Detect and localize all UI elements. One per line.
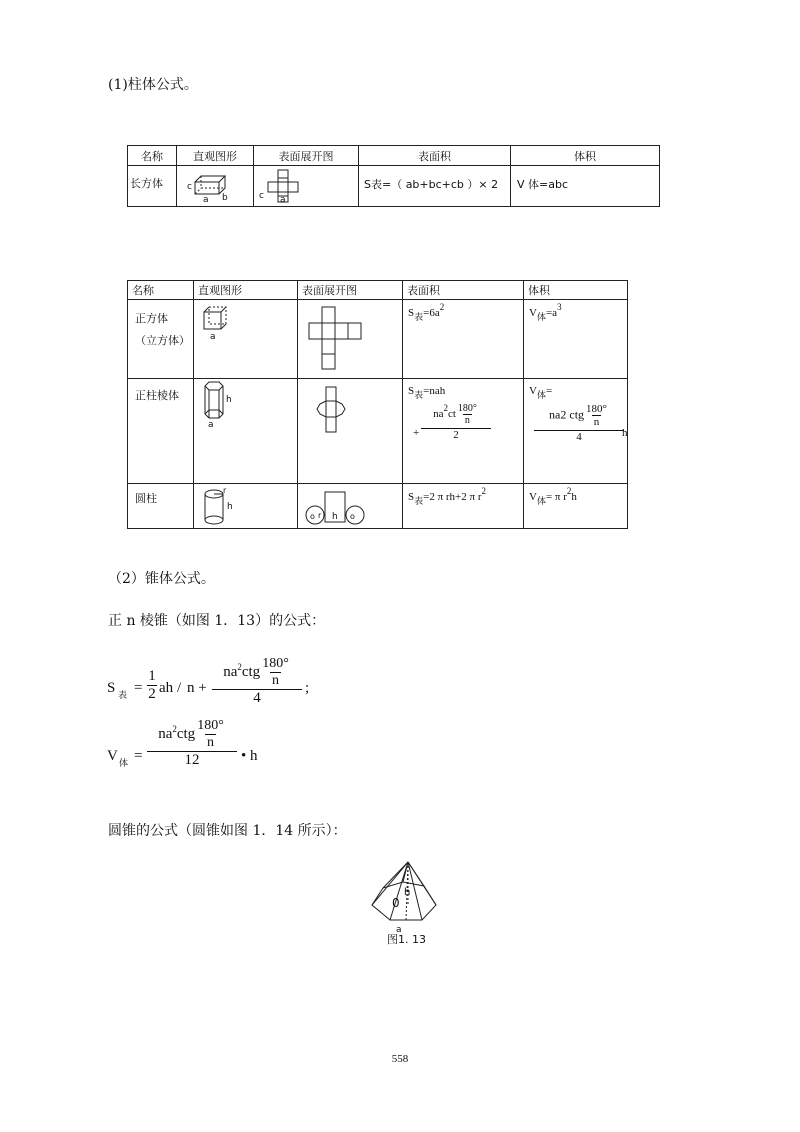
- numerator-term: na2 ctg: [549, 407, 585, 422]
- subscript: 体: [536, 312, 546, 322]
- subscript: 表: [414, 496, 424, 506]
- table-cell: [359, 166, 511, 207]
- slash: /: [177, 680, 182, 696]
- table-cell: [298, 484, 403, 529]
- prism-table: [127, 280, 628, 529]
- table-header: 直观图形: [194, 281, 298, 300]
- page-number: 558: [391, 1053, 409, 1065]
- symbol-S: S: [408, 307, 415, 319]
- net-label-r: r: [318, 511, 322, 520]
- table-header: 名称: [128, 146, 177, 166]
- cylinder-volume: [524, 484, 627, 506]
- term-ah: ah: [159, 680, 174, 696]
- table-header: 表面展开图: [298, 281, 403, 300]
- cube-label-a: a: [210, 332, 216, 342]
- formula-volume: [107, 718, 407, 778]
- cylinder-label-r: r: [223, 486, 227, 495]
- prism-volume: [524, 379, 627, 483]
- inner-numerator: 180°: [586, 403, 607, 415]
- table-header: 表面积: [403, 281, 524, 300]
- net-label-o2: o: [350, 512, 355, 521]
- cube-net-figure: [298, 300, 402, 378]
- denominator: 4: [534, 430, 624, 443]
- symbol-S: S: [408, 491, 415, 503]
- inner-denominator: n: [464, 415, 470, 426]
- table-cell: [298, 379, 403, 484]
- figure-caption: 图1. 13: [387, 933, 426, 946]
- table-cell: [194, 300, 298, 379]
- numerator-term: na: [158, 725, 173, 742]
- prism-area: [403, 379, 523, 483]
- net-label-o1: o: [310, 512, 315, 521]
- inner-denominator: n: [593, 416, 600, 428]
- cylinder-area: [403, 484, 523, 506]
- table-cell: [524, 300, 628, 379]
- table-header: 表面积: [359, 146, 511, 166]
- semicolon: ;: [305, 680, 310, 696]
- height-term: • h: [241, 748, 258, 764]
- table-cell: [403, 300, 524, 379]
- expression: = π r: [545, 491, 567, 503]
- cuboid-table: [127, 145, 660, 207]
- table-cell: [128, 379, 194, 484]
- table-header: 名称: [128, 281, 194, 300]
- subscript: 表: [118, 690, 128, 700]
- cylinder-label-h: h: [227, 502, 233, 512]
- symbol-V: V: [529, 385, 537, 397]
- table-cell: [194, 484, 298, 529]
- cuboid-label-a: a: [203, 195, 209, 205]
- inner-numerator: 180°: [457, 403, 477, 414]
- cube-volume: [524, 300, 627, 322]
- equals-sign: =: [134, 680, 143, 696]
- plus-sign: +: [413, 427, 420, 439]
- half-denominator: 2: [148, 686, 156, 702]
- numerator-function: ctg: [241, 663, 261, 680]
- pyramid-intro: 正 n 棱锥（如图 1．13）的公式：: [108, 613, 326, 629]
- subscript: 表: [414, 390, 424, 400]
- net-label-c: c: [259, 191, 264, 201]
- cylinder-figure: [194, 484, 297, 528]
- cuboid-label-b: b: [222, 193, 228, 203]
- table-header: 表面展开图: [254, 146, 359, 166]
- section-heading-pyramid: （2）锥体公式。: [108, 571, 215, 587]
- inner-denominator: n: [206, 735, 214, 750]
- table-cell: [403, 379, 524, 484]
- prism-net-figure: [298, 379, 402, 483]
- table-cell: [254, 166, 359, 207]
- table-cell: [128, 166, 177, 207]
- table-cell: [524, 484, 628, 529]
- expression: =a: [545, 307, 558, 319]
- exponent: 2: [566, 486, 572, 496]
- expression: =6a: [423, 307, 440, 319]
- term-n-plus: n +: [187, 680, 207, 696]
- denominator: 12: [147, 751, 237, 769]
- pyramid-label-h: h: [404, 887, 411, 898]
- height-term: h: [622, 427, 628, 439]
- pyramid-figure: [370, 860, 450, 960]
- cuboid-name: 长方体: [130, 177, 163, 190]
- denominator: 4: [212, 689, 302, 707]
- numerator-term: na: [223, 663, 238, 680]
- section-heading-prism: (1)柱体公式。: [108, 77, 198, 93]
- height-term: h: [571, 491, 577, 503]
- inner-numerator: 180°: [197, 718, 224, 733]
- table-cell: [177, 166, 254, 207]
- cuboid-label-c: c: [187, 182, 192, 192]
- exponent: 2: [481, 486, 486, 496]
- numerator-term: na: [433, 408, 444, 421]
- cone-intro: 圆锥的公式（圆锥如图 1．14 所示）：: [108, 823, 347, 839]
- inner-denominator: n: [271, 673, 279, 688]
- net-label-h: h: [332, 512, 338, 522]
- table-cell: [403, 484, 524, 529]
- formula-surface-area: [107, 656, 407, 716]
- exponent: 3: [557, 302, 562, 312]
- exponent: 2: [439, 302, 445, 312]
- symbol-V: V: [107, 748, 118, 764]
- prism-name: 正柱棱体: [135, 389, 179, 402]
- subscript: 表: [414, 312, 424, 322]
- table-header: 体积: [511, 146, 660, 166]
- expression: =2 π rh+2 π r: [423, 491, 482, 503]
- table-cell: [194, 379, 298, 484]
- table-header: 直观图形: [177, 146, 254, 166]
- cube-name: 正方体: [135, 312, 168, 325]
- cuboid-area: S表=（ ab+bc+cb ）× 2: [364, 178, 499, 191]
- numerator-function: ct: [447, 408, 456, 421]
- subscript: 体: [119, 758, 129, 768]
- cube-area: [403, 300, 523, 322]
- expression: =: [545, 385, 553, 397]
- denominator: 2: [421, 428, 491, 441]
- cube-alias: （立方体）: [135, 334, 190, 347]
- exponent: 2: [237, 661, 242, 672]
- subscript: 体: [536, 496, 546, 506]
- table-cell: [524, 379, 628, 484]
- prism-label-h: h: [226, 395, 232, 405]
- exponent: 2: [443, 403, 448, 414]
- exponent: 2: [172, 723, 177, 734]
- table-cell: [511, 166, 660, 207]
- table-header: 体积: [524, 281, 628, 300]
- expression: =nah: [423, 385, 446, 397]
- symbol-S: S: [107, 680, 116, 696]
- numerator-function: ctg: [176, 725, 196, 742]
- inner-numerator: 180°: [262, 656, 289, 671]
- symbol-V: V: [529, 307, 537, 319]
- table-cell: [298, 300, 403, 379]
- prism-label-a: a: [208, 420, 214, 430]
- symbol-V: V: [529, 491, 537, 503]
- net-label-a: a: [280, 195, 286, 205]
- table-cell: [128, 484, 194, 529]
- half-numerator: 1: [148, 668, 156, 684]
- table-cell: [128, 300, 194, 379]
- symbol-S: S: [408, 385, 415, 397]
- equals-sign: =: [134, 748, 143, 764]
- pyramid-label-o: 0: [392, 896, 400, 910]
- cuboid-volume: V 体=abc: [517, 178, 569, 191]
- pyramid-label-a: a: [396, 925, 402, 935]
- subscript: 体: [536, 390, 546, 400]
- cuboid-net-figure: [254, 166, 358, 206]
- cylinder-name: 圆柱: [135, 492, 157, 505]
